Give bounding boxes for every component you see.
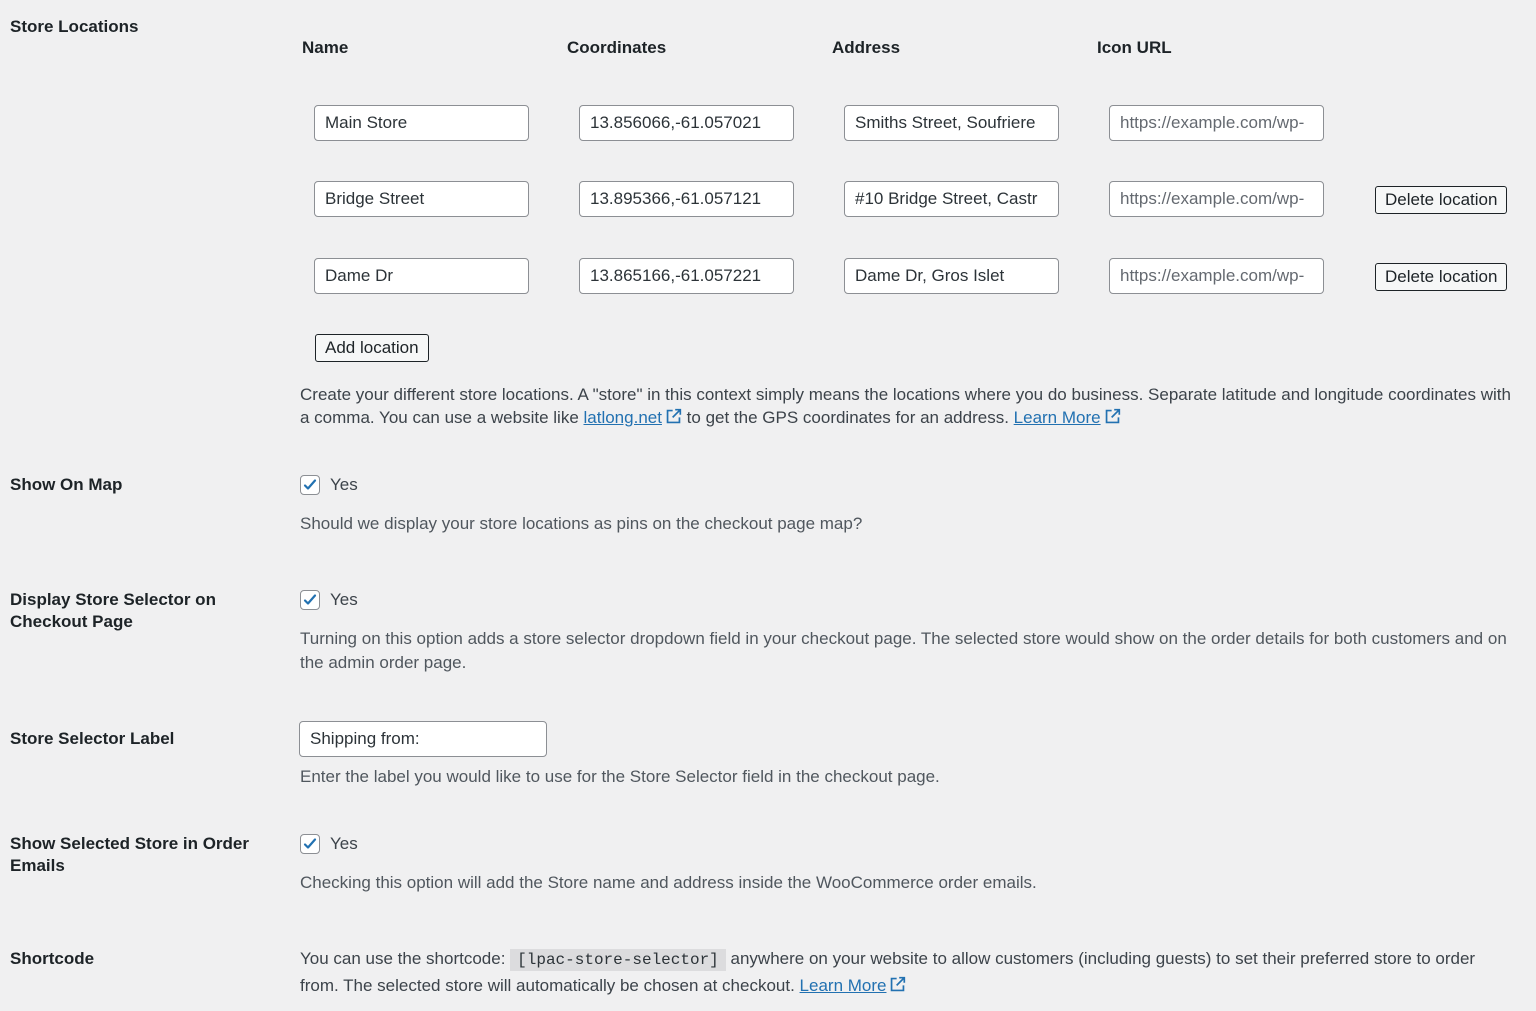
shortcode-code: [lpac-store-selector] (510, 949, 726, 971)
store-selector-label-label: Store Selector Label (10, 729, 175, 748)
store-locations-label: Store Locations (10, 17, 139, 36)
column-header-name: Name (302, 38, 349, 57)
shortcode-description (300, 946, 1515, 1001)
column-header-icon-url: Icon URL (1097, 38, 1172, 57)
external-link-icon (665, 408, 682, 431)
latlong-link[interactable]: latlong.net (583, 408, 662, 427)
column-header-address: Address (832, 38, 901, 57)
show-in-emails-checkbox[interactable] (300, 834, 320, 854)
learn-more-link[interactable]: Learn More (799, 976, 887, 995)
delete-location-button[interactable]: Delete location (1375, 186, 1507, 214)
delete-location-button[interactable]: Delete location (1375, 263, 1507, 291)
store-selector-label-description: Enter the label you would like to use for the Store Selector field in the checkout page. (300, 767, 940, 786)
location-name-input[interactable]: Dame Dr (314, 258, 529, 294)
column-header-coordinates: Coordinates (567, 38, 667, 57)
location-name-input[interactable]: Main Store (314, 105, 529, 141)
location-address-input[interactable]: #10 Bridge Street, Castr (844, 181, 1059, 217)
learn-more-link[interactable]: Learn More (1013, 408, 1101, 427)
show-on-map-checkbox[interactable] (300, 475, 320, 495)
location-icon-url-input[interactable]: https://example.com/wp- (1109, 181, 1324, 217)
add-location-button[interactable]: Add location (315, 334, 429, 362)
checkmark-icon (302, 836, 318, 852)
show-on-map-yes-label[interactable]: Yes (330, 475, 358, 494)
location-coordinates-input[interactable]: 13.856066,-61.057021 (579, 105, 794, 141)
external-link-icon (889, 975, 906, 1001)
display-store-selector-checkbox[interactable] (300, 590, 320, 610)
location-address-input[interactable]: Smiths Street, Soufriere (844, 105, 1059, 141)
display-store-selector-yes-label[interactable]: Yes (330, 590, 358, 609)
show-on-map-description: Should we display your store locations as pins on the checkout page map? (300, 514, 863, 533)
show-in-emails-description: Checking this option will add the Store name and address inside the WooCommerce order emails. (300, 873, 1037, 892)
location-coordinates-input[interactable]: 13.865166,-61.057221 (579, 258, 794, 294)
location-icon-url-input[interactable]: https://example.com/wp- (1109, 258, 1324, 294)
shortcode-label: Shortcode (10, 949, 95, 968)
description-text: anywhere on your website to allow customers (including guests) to set their preferred store to order from. The selected store will automatically be chosen at checkout. (300, 949, 1476, 995)
location-icon-url-input[interactable]: https://example.com/wp- (1109, 105, 1324, 141)
description-text: Create your different store locations. A "store" in this context simply means the locations where you do business. Separate latitude and longitude coordinates with a comma. You can use a website like (300, 385, 1511, 427)
display-store-selector-description: Turning on this option adds a store selector dropdown field in your checkout page. The selected store would show on the order details for both customers and on the admin order page. (300, 629, 1507, 672)
location-coordinates-input[interactable]: 13.895366,-61.057121 (579, 181, 794, 217)
store-locations-description (300, 383, 1515, 431)
show-in-emails-yes-label[interactable]: Yes (330, 834, 358, 853)
display-store-selector-label: Display Store Selector on Checkout Page (10, 590, 216, 631)
show-on-map-label: Show On Map (10, 475, 123, 494)
location-name-input[interactable]: Bridge Street (314, 181, 529, 217)
location-address-input[interactable]: Dame Dr, Gros Islet (844, 258, 1059, 294)
description-text: You can use the shortcode: (300, 949, 511, 968)
checkmark-icon (302, 592, 318, 608)
show-in-emails-label: Show Selected Store in Order Emails (10, 834, 250, 875)
description-text: to get the GPS coordinates for an address. (681, 408, 1014, 427)
store-selector-label-input[interactable]: Shipping from: (299, 721, 547, 757)
external-link-icon (1104, 408, 1121, 431)
checkmark-icon (302, 477, 318, 493)
